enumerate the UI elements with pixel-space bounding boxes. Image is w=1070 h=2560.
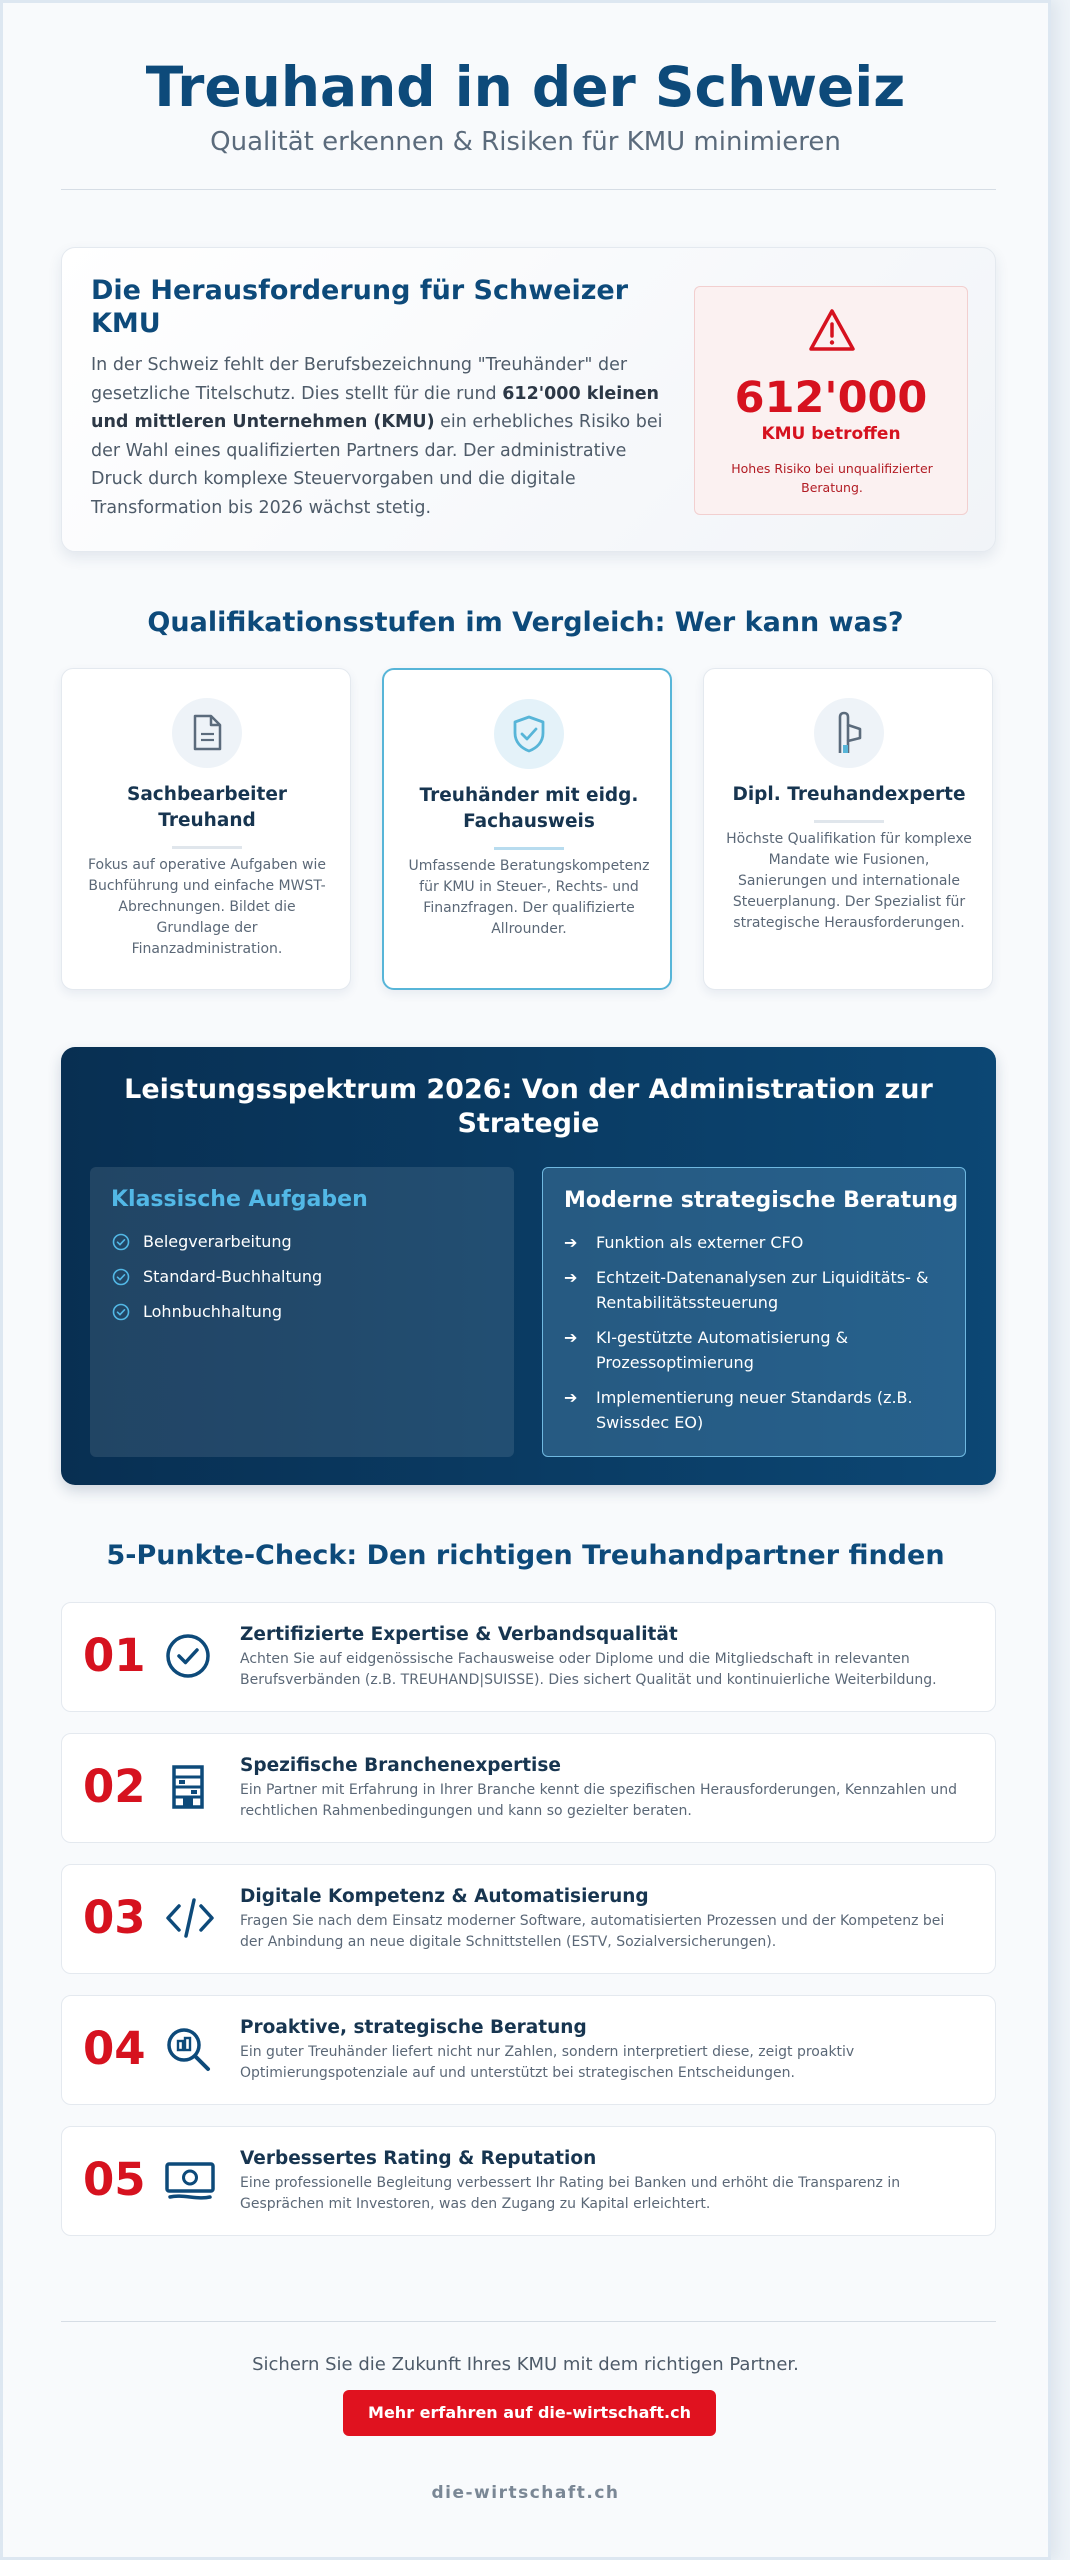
modern-advisory-label: Echtzeit-Datenanalysen zur Liquiditäts- & Rentabilitätssteuerung [596,1268,929,1312]
warning-triangle-icon [808,307,856,353]
modern-advisory-box [542,1167,966,1457]
arrow-right-icon: ➔ [564,1328,578,1347]
qualification-title: Dipl. Treuhandexperte [732,784,966,805]
classic-tasks-title: Klassische Aufgaben [111,1187,368,1212]
checklist-item-text: Ein Partner mit Erfahrung in Ihrer Branche kennt die spezifischen Herausforderungen, Kennzahlen und rechtlichen Rahmenbedingungen und kann so gezielter beraten. [240,1782,958,1819]
footer-divider [61,2321,996,2322]
checklist-item [61,1995,996,2105]
checklist-number: 04 [83,2022,146,2075]
document-icon [191,714,223,752]
classic-task-label: Lohnbuchhaltung [143,1302,283,1321]
qualification-icon-wrap [814,698,884,768]
classic-task-label: Standard-Buchhaltung [143,1267,323,1286]
check-circle-icon [164,1632,212,1680]
classic-task-label: Belegverarbeitung [143,1232,292,1251]
stat-box [694,286,968,515]
modern-advisory-label: Implementierung neuer Standards (z.B. Swissdec EO) [596,1388,913,1432]
qualification-title: Sachbearbeiter Treuhand [127,784,287,831]
checklist-number: 05 [83,2153,146,2206]
checklist-item-title: Digitale Kompetenz & Automatisierung [240,1886,649,1907]
checklist-item-title: Spezifische Branchenexpertise [240,1755,561,1776]
qualification-text: Höchste Qualifikation für komplexe Mandate wie Fusionen, Sanierungen und internationale Steuerplanung. Der Spezialist für strategische Herausforderungen. [726,831,972,931]
search-analysis-icon [164,2025,212,2073]
qualification-card [703,668,993,990]
classic-tasks-box [90,1167,514,1457]
check-circle-icon [111,1268,131,1286]
building-icon [164,1763,212,1811]
footer-text: Sichern Sie die Zukunft Ihres KMU mit dem richtigen Partner. [252,2354,799,2375]
qualification-title: Treuhänder mit eidg. Fachausweis [419,785,639,832]
stat-note: Hohes Risiko bei unqualifizierter Beratung. [731,461,933,495]
code-icon [164,1894,216,1942]
arrow-right-icon: ➔ [564,1388,578,1407]
stat-label: KMU betroffen [761,424,901,444]
money-bill-icon [164,2156,216,2204]
checklist-item-text: Achten Sie auf eidgenössische Fachausweise oder Diplome und die Mitgliedschaft in relevanten Berufsverbänden (z.B. TREUHAND|SUISSE). Dies sichert Qualität und kontinuierliche Weiterbildung. [240,1651,937,1688]
learn-more-button[interactable]: Mehr erfahren auf die-wirtschaft.ch [343,2390,716,2436]
qualification-text: Umfassende Beratungskompetenz für KMU in Steuer-, Rechts- und Finanzfragen. Der qualifizierte Allrounder. [408,858,650,937]
check-circle-icon [111,1233,131,1251]
checklist-item-title: Zertifizierte Expertise & Verbandsqualität [240,1624,678,1645]
qualifications-title: Qualifikationsstufen im Vergleich: Wer kann was? [147,607,904,638]
checklist-number: 02 [83,1760,146,1813]
services-title: Leistungsspektrum 2026: Von der Administration zur Strategie [124,1074,933,1139]
qualification-icon-wrap [494,699,564,769]
qualification-icon-wrap [172,698,242,768]
checklist-number: 01 [83,1629,146,1682]
qualification-card [61,668,351,990]
challenge-text-bold: 612'000 kleinen und mittleren Unternehmen (KMU) [91,383,660,432]
services-section [61,1047,996,1485]
chess-piece-icon [832,711,866,755]
challenge-section [61,247,996,552]
challenge-text-part: In der Schweiz fehlt der Berufsbezeichnung "Treuhänder" der gesetzliche Titelschutz. Dies stellt für die rund [91,355,628,404]
modern-advisory-label: KI-gestützte Automatisierung & Prozessoptimierung [596,1328,849,1372]
checklist-item-text: Eine professionelle Begleitung verbessert Ihr Rating bei Banken und erhöht die Transparenz in Gesprächen mit Investoren, was den Zugang zu Kapital erleichtert. [240,2175,901,2212]
check-circle-icon [111,1303,131,1321]
checklist-item [61,1864,996,1974]
stat-value: 612'000 [734,373,928,423]
challenge-title: Die Herausforderung für Schweizer KMU [91,275,629,339]
shield-check-icon [511,714,547,754]
header-divider [61,189,996,190]
brand-name: die-wirtschaft.ch [431,2483,620,2503]
checklist-item-title: Proaktive, strategische Beratung [240,2017,587,2038]
qualification-divider [814,820,884,823]
qualification-text: Fokus auf operative Aufgaben wie Buchführung und einfache MWST-Abrechnungen. Bildet die Grundlage der Finanzadministration. [88,857,326,957]
checklist-item [61,2126,996,2236]
checklist-item-title: Verbessertes Rating & Reputation [240,2148,597,2169]
modern-advisory-title: Moderne strategische Beratung [564,1188,959,1213]
arrow-right-icon: ➔ [564,1268,578,1287]
challenge-text [91,351,671,522]
checklist-item [61,1733,996,1843]
checklist-item-text: Ein guter Treuhänder liefert nicht nur Zahlen, sondern interpretiert diese, zeigt proaktiv Optimierungspotenziale auf und unterstützt bei strategischen Entscheidungen. [240,2044,855,2081]
checklist-item-text: Fragen Sie nach dem Einsatz moderner Software, automatisierten Prozessen und der Kompetenz bei der Anbindung an neue digitale Schnittstellen (ESTV, Sozialversicherungen). [240,1913,945,1950]
page-subtitle: Qualität erkennen & Risiken für KMU minimieren [210,127,841,157]
page-title: Treuhand in der Schweiz [145,55,906,119]
qualification-card-highlighted [382,668,672,990]
qualification-divider [494,847,564,850]
checklist-item [61,1602,996,1712]
checklist-title: 5-Punkte-Check: Den richtigen Treuhandpartner finden [106,1540,945,1571]
qualification-divider [172,846,242,849]
arrow-right-icon: ➔ [564,1233,578,1252]
checklist-number: 03 [83,1891,146,1944]
modern-advisory-label: Funktion als externer CFO [596,1233,804,1252]
challenge-text-part: ein erhebliches Risiko bei der Wahl eines qualifizierten Partners dar. Der administrative Druck durch komplexe Steuervorgaben und die digitale Transformation bis 2026 wächst stetig. [91,412,663,518]
